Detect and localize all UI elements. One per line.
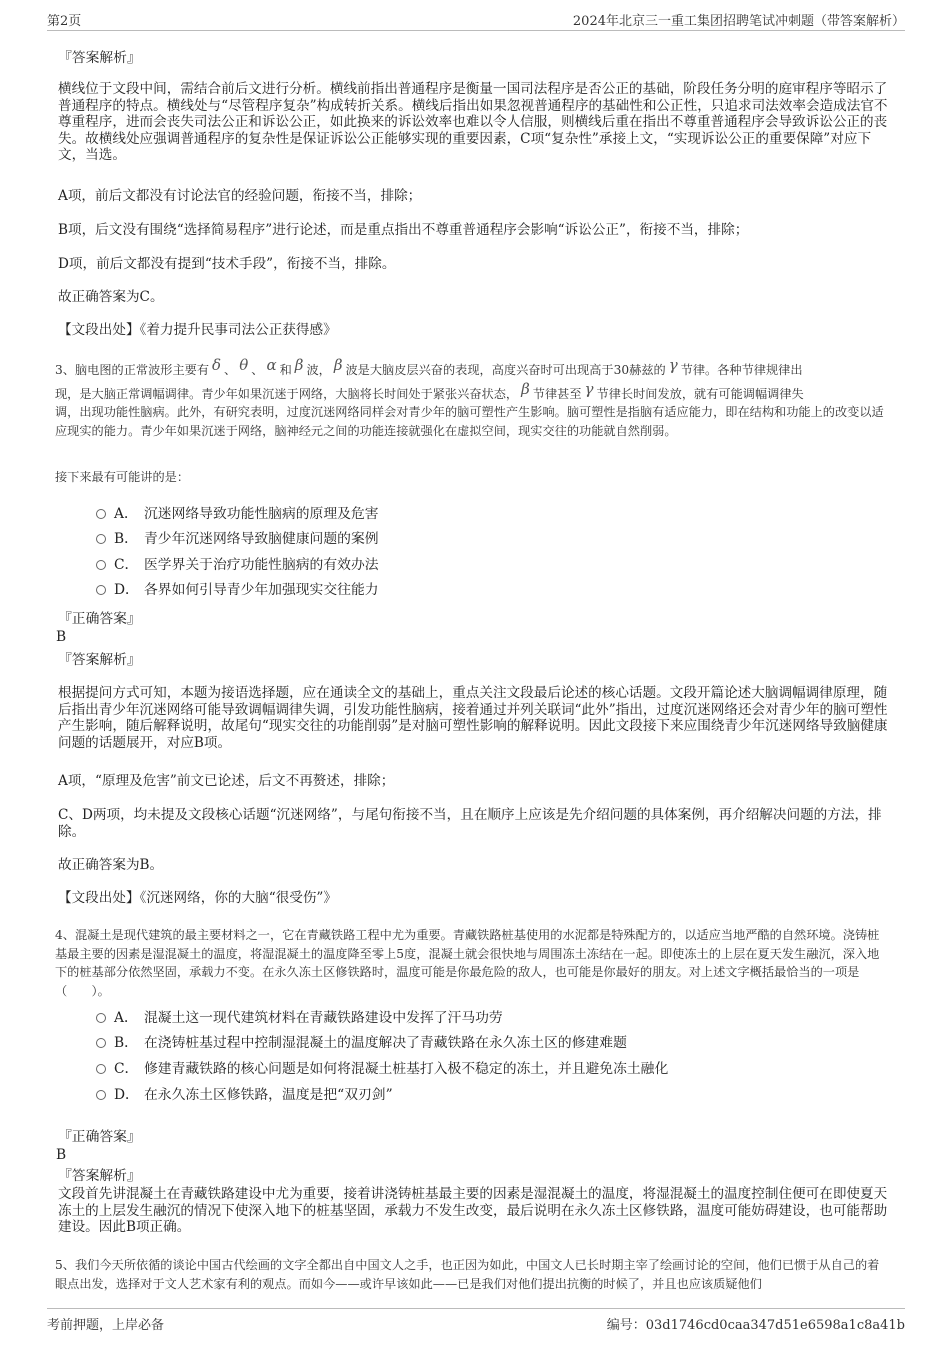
document-code: 编号：03d1746cd0caa347d51e6598a1c8a41b bbox=[606, 1318, 905, 1333]
footer-slogan: 考前押题，上岸必备 bbox=[47, 1318, 165, 1333]
q3-analysis: 根据提问方式可知，本题为接语选择题，应在通读全文的基础上，重点关注文段最后论述的核心话题。文段开篇论述大脑调幅调律原理，随后指出青少年沉迷网络可能导致调幅调律失调，引发功能性脑病，接着通过并列关联词“此外”指出，过度沉迷网络还会对青少年的脑可塑性产生影响，随后解释说明，故尾句“现实交往的功能削弱”是对脑可塑性影响的解释说明。因此文段接下来应围绕青少年沉迷网络导致脑健康问题的话题展开，对应B项。 bbox=[58, 685, 888, 751]
q3-stem: 3、脑电图的正常波形主要有 δ 、 θ 、 α 和 β 波， β 波是大脑皮层兴奋的表现，高度兴奋时可出现高于30赫兹的 γ 节律。各种节律规律出 现，是大脑正常调幅调律。青少年如果沉迷于网络，大脑将长时间处于紧张兴奋状态， β 节律甚至 γ 节律长时间发放，就有可能调幅调律失 调，出现功能性脑病。此外，有研究表明，过度沉迷网络同样会对青少年的脑可塑性产生影响。脑可塑性是指脑有适应能力，即在结构和功能上的改变以适应现实的能力。青少年如果沉迷于网络，脑神经元之间的功能连接就强化在虚拟空间，现实交往的功能就自然削弱。 bbox=[55, 356, 884, 438]
q3-option-a[interactable]: A． 沉迷网络导致功能性脑病的原理及危害 bbox=[96, 506, 379, 522]
q2-analysis-label: 『答案解析』 bbox=[58, 50, 141, 66]
q3-ask: 接下来最有可能讲的是： bbox=[55, 470, 190, 484]
q5-stem: 5、我们今天所依循的谈论中国古代绘画的文字全都出自中国文人之手，也正因为如此，中国文人已长时期主宰了绘画讨论的空间，他们已惯于从自己的着眼点出发，选择对于文人艺术家有利的观点。而如今——或许早该如此——已是我们对他们提出抗衡的时候了，并且也应该质疑他们 bbox=[55, 1258, 880, 1291]
radio-icon[interactable] bbox=[96, 534, 106, 544]
page-number: 第2页 bbox=[47, 14, 82, 29]
q3-conclusion: 故正确答案为B。 bbox=[58, 857, 164, 873]
q4-answer-label: 『正确答案』 bbox=[58, 1129, 141, 1145]
q2-option-a-note: A项，前后文都没有讨论法官的经验问题，衔接不当，排除； bbox=[58, 188, 422, 204]
q3-option-cd-note: C、D两项，均未提及文段核心话题“沉迷网络”，与尾句衔接不当，且在顺序上应该是先介绍问题的具体案例，再介绍解决问题的方法，排除。 bbox=[58, 807, 882, 840]
q4-option-d[interactable]: D． 在永久冻土区修铁路，温度是把“双刃剑” bbox=[96, 1087, 393, 1103]
radio-icon[interactable] bbox=[96, 1038, 106, 1048]
q3-answer: B bbox=[56, 629, 67, 645]
q4-option-c[interactable]: C． 修建青藏铁路的核心问题是如何将混凝土桩基打入极不稳定的冻土，并且避免冻土融化 bbox=[96, 1061, 668, 1077]
q3-analysis-label: 『答案解析』 bbox=[58, 652, 141, 668]
q3-option-d[interactable]: D． 各界如何引导青少年加强现实交往能力 bbox=[96, 582, 379, 598]
page-footer bbox=[47, 1308, 905, 1333]
page-header bbox=[47, 8, 905, 31]
q4-stem: 4、混凝土是现代建筑的最主要材料之一，它在青藏铁路工程中尤为重要。青藏铁路桩基使用的水泥都是特殊配方的，以适应当地严酷的自然环境。浇铸桩基最主要的因素是湿混凝土的温度，将湿混凝土的温度降至零上5度，混凝土就会很快地与周围冻土冻结在一起。即使冻土的上层在夏天发生融沉，深入地下的桩基部分依然坚固，承载力不变。在永久冻土区修铁路时，温度可能是你最危险的敌人，也可能是你最好的朋友。对上述文字概括最恰当的一项是（ ）。 bbox=[55, 928, 880, 998]
q3-answer-label: 『正确答案』 bbox=[58, 611, 141, 627]
q4-analysis-label: 『答案解析』 bbox=[58, 1168, 141, 1184]
q2-source: 【文段出处】《着力提升民事司法公正获得感》 bbox=[58, 322, 337, 338]
q3-source: 【文段出处】《沉迷网络，你的大脑“很受伤”》 bbox=[58, 890, 337, 906]
q4-answer: B bbox=[56, 1147, 67, 1163]
radio-icon[interactable] bbox=[96, 560, 106, 570]
q2-analysis: 横线位于文段中间，需结合前后文进行分析。横线前指出普通程序是衡量一国司法程序是否公正的基础，阶段任务分明的庭审程序等昭示了普通程序的特点。横线处与“尽管程序复杂”构成转折关系。横线后指出如果忽视普通程序的基础性和公正性，只追求司法效率会造成法官不尊重程序，进而会丧失司法公正和诉讼公正，如此换来的诉讼效率也难以令人信服，则横线后重在指出不尊重普通程序会导致诉讼公正的丧失。故横线处应强调普通程序的复杂性是保证诉讼公正能够实现的重要因素，C项“复杂性”承接上文，“实现诉讼公正的重要保障”对应下文，当选。 bbox=[58, 81, 888, 163]
q3-option-a-note: A项，“原理及危害”前文已论述，后文不再赘述，排除； bbox=[58, 773, 395, 789]
radio-icon[interactable] bbox=[96, 509, 106, 519]
radio-icon[interactable] bbox=[96, 1090, 106, 1100]
q3-option-c[interactable]: C． 医学界关于治疗功能性脑病的有效办法 bbox=[96, 557, 379, 573]
q4-option-a[interactable]: A． 混凝土这一现代建筑材料在青藏铁路建设中发挥了汗马功劳 bbox=[96, 1010, 503, 1026]
q2-option-b-note: B项，后文没有围绕“选择简易程序”进行论述，而是重点指出不尊重普通程序会影响“诉讼公正”，衔接不当，排除； bbox=[58, 222, 749, 238]
q2-conclusion: 故正确答案为C。 bbox=[58, 289, 164, 305]
radio-icon[interactable] bbox=[96, 1013, 106, 1023]
radio-icon[interactable] bbox=[96, 1064, 106, 1074]
radio-icon[interactable] bbox=[96, 585, 106, 595]
q3-option-b[interactable]: B． 青少年沉迷网络导致脑健康问题的案例 bbox=[96, 531, 379, 547]
q2-option-d-note: D项，前后文都没有提到“技术手段”，衔接不当，排除。 bbox=[58, 256, 396, 272]
document-title: 2024年北京三一重工集团招聘笔试冲刺题（带答案解析） bbox=[572, 14, 905, 29]
q4-option-b[interactable]: B． 在浇铸桩基过程中控制湿混凝土的温度解决了青藏铁路在永久冻土区的修建难题 bbox=[96, 1035, 627, 1051]
q4-analysis: 文段首先讲混凝土在青藏铁路建设中尤为重要，接着讲浇铸桩基最主要的因素是湿混凝土的温度，将湿混凝土的温度控制住便可在即使夏天冻土的上层发生融沉的情况下使深入地下的桩基坚固，承载力不发生改变，最后说明在永久冻土区修铁路，温度可能妨碍建设，也可能帮助建设。因此B项正确。 bbox=[58, 1186, 888, 1235]
